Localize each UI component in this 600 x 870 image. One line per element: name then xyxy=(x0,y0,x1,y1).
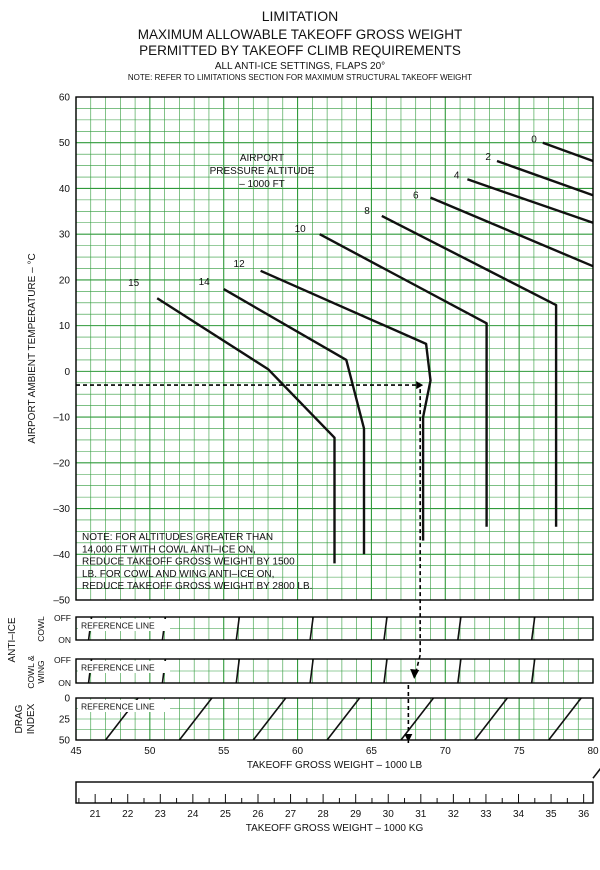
x-tick-label-lb: 45 xyxy=(70,746,82,757)
y-tick-label: 60 xyxy=(58,92,70,104)
curve-label-10: 10 xyxy=(294,224,306,236)
kg-tick-label: 30 xyxy=(382,809,394,820)
cowl-label: COWL xyxy=(36,616,46,642)
altitude-note-line: 14,000 FT WITH COWL ANTI–ICE ON, xyxy=(82,544,256,556)
drag-index-tick: 25 xyxy=(58,714,70,726)
cowl-wing-label-bottom: WING xyxy=(36,660,46,684)
drag-label-top: DRAG xyxy=(14,704,25,734)
y-tick-label: 20 xyxy=(58,275,70,287)
drag-index-tick: 50 xyxy=(58,735,70,747)
x-axis-label-lb: TAKEOFF GROSS WEIGHT – 1000 LB xyxy=(246,760,423,771)
kg-tick-label: 22 xyxy=(122,809,134,820)
drag-index-tick: 0 xyxy=(64,693,70,705)
curves-layer xyxy=(157,143,593,564)
pressure-altitude-title: AIRPORT xyxy=(239,153,285,164)
y-tick-label: –50 xyxy=(53,595,70,607)
drag-label-bottom: INDEX xyxy=(26,703,37,735)
y-tick-label: –40 xyxy=(53,549,70,561)
reference-line-label-cowl-wing: REFERENCE LINE xyxy=(81,662,155,673)
pressure-altitude-title: – 1000 FT xyxy=(239,179,285,190)
kg-tick-label: 27 xyxy=(284,809,297,820)
y-tick-label: 50 xyxy=(58,138,70,150)
curve-label-8: 8 xyxy=(364,205,370,217)
example-arrow-head xyxy=(410,669,419,679)
x-tick-label-lb: 50 xyxy=(144,746,156,757)
chart-conditions: ALL ANTI-ICE SETTINGS, FLAPS 20° xyxy=(214,61,386,72)
kg-tick-label: 28 xyxy=(317,809,329,820)
chart-title: LIMITATION xyxy=(261,8,339,24)
chart-subtitle-2: PERMITTED BY TAKEOFF CLIMB REQUIREMENTS xyxy=(139,43,461,58)
y-tick-label: 30 xyxy=(58,229,70,241)
kg-tick-label: 29 xyxy=(350,809,362,820)
x-tick-label-lb: 70 xyxy=(439,746,451,757)
y-axis-label: AIRPORT AMBIENT TEMPERATURE – °C xyxy=(27,253,38,444)
x-tick-label-lb: 65 xyxy=(365,746,377,757)
anti-ice-label: ANTI–ICE xyxy=(7,617,18,663)
on-label: ON xyxy=(58,678,71,688)
y-tick-label: –30 xyxy=(53,504,70,516)
reference-line-label-cowl: REFERENCE LINE xyxy=(81,620,155,631)
x-axis-label-kg: TAKEOFF GROSS WEIGHT – 1000 KG xyxy=(245,823,424,834)
kg-tick-label: 23 xyxy=(154,809,166,820)
curve-altitude-2 xyxy=(497,161,593,195)
curve-altitude-0 xyxy=(543,143,593,161)
chart-header-note: NOTE: REFER TO LIMITATIONS SECTION FOR MAXIMUM STRUCTURAL TAKEOFF WEIGHT xyxy=(127,73,473,82)
kg-tick-label: 32 xyxy=(447,809,459,820)
off-label: OFF xyxy=(54,655,71,665)
y-tick-label: –20 xyxy=(53,458,70,470)
cowl-wing-label-top: COWL & xyxy=(26,655,36,689)
kg-tick-label: 36 xyxy=(578,809,590,820)
x-tick-label-lb: 80 xyxy=(587,746,599,757)
pressure-altitude-title: PRESSURE ALTITUDE xyxy=(209,166,315,177)
curve-label-2: 2 xyxy=(485,152,491,164)
kg-tick-label: 31 xyxy=(415,809,427,820)
altitude-note-line: NOTE: FOR ALTITUDES GREATER THAN xyxy=(82,532,274,543)
y-tick-label: 0 xyxy=(64,366,70,378)
kg-tick-label: 26 xyxy=(252,809,264,820)
kg-tick-label: 25 xyxy=(219,809,231,820)
curve-label-0: 0 xyxy=(531,134,537,146)
kg-tick-label: 21 xyxy=(89,809,101,820)
x-tick-label-lb: 55 xyxy=(218,746,230,757)
curve-altitude-4 xyxy=(467,179,593,223)
curve-label-14: 14 xyxy=(198,277,210,289)
altitude-note-line: LB. FOR COWL AND WING ANTI–ICE ON, xyxy=(82,568,275,580)
y-tick-label: 40 xyxy=(58,183,70,195)
x-tick-label-lb: 60 xyxy=(292,746,304,757)
example-arrow-head xyxy=(416,381,423,389)
example-arrow-head xyxy=(404,734,412,742)
chart-subtitle-1: MAXIMUM ALLOWABLE TAKEOFF GROSS WEIGHT xyxy=(137,27,463,42)
altitude-note-line: REDUCE TAKEOFF GROSS WEIGHT BY 2800 LB. xyxy=(82,581,313,593)
off-label: OFF xyxy=(54,613,71,623)
y-tick-label: 10 xyxy=(58,321,70,333)
curve-label-4: 4 xyxy=(453,170,460,182)
curve-label-15: 15 xyxy=(128,278,140,290)
curve-altitude-10 xyxy=(320,234,487,527)
curve-altitude-14 xyxy=(224,289,364,554)
kg-tick-label: 34 xyxy=(512,809,525,820)
kg-tick-label: 35 xyxy=(545,809,557,820)
altitude-note-line: REDUCE TAKEOFF GROSS WEIGHT BY 1500 xyxy=(82,556,295,568)
y-tick-label: –10 xyxy=(53,412,70,424)
kg-scale-bg xyxy=(76,782,593,803)
reference-line-label-drag: REFERENCE LINE xyxy=(81,701,155,712)
curve-label-12: 12 xyxy=(233,258,245,270)
curve-label-6: 6 xyxy=(412,190,419,202)
kg-tick-label: 33 xyxy=(480,809,492,820)
on-label: ON xyxy=(58,635,71,645)
kg-tick-label: 24 xyxy=(187,809,199,820)
x-tick-label-lb: 75 xyxy=(513,746,525,757)
curve-altitude-6 xyxy=(431,198,594,267)
